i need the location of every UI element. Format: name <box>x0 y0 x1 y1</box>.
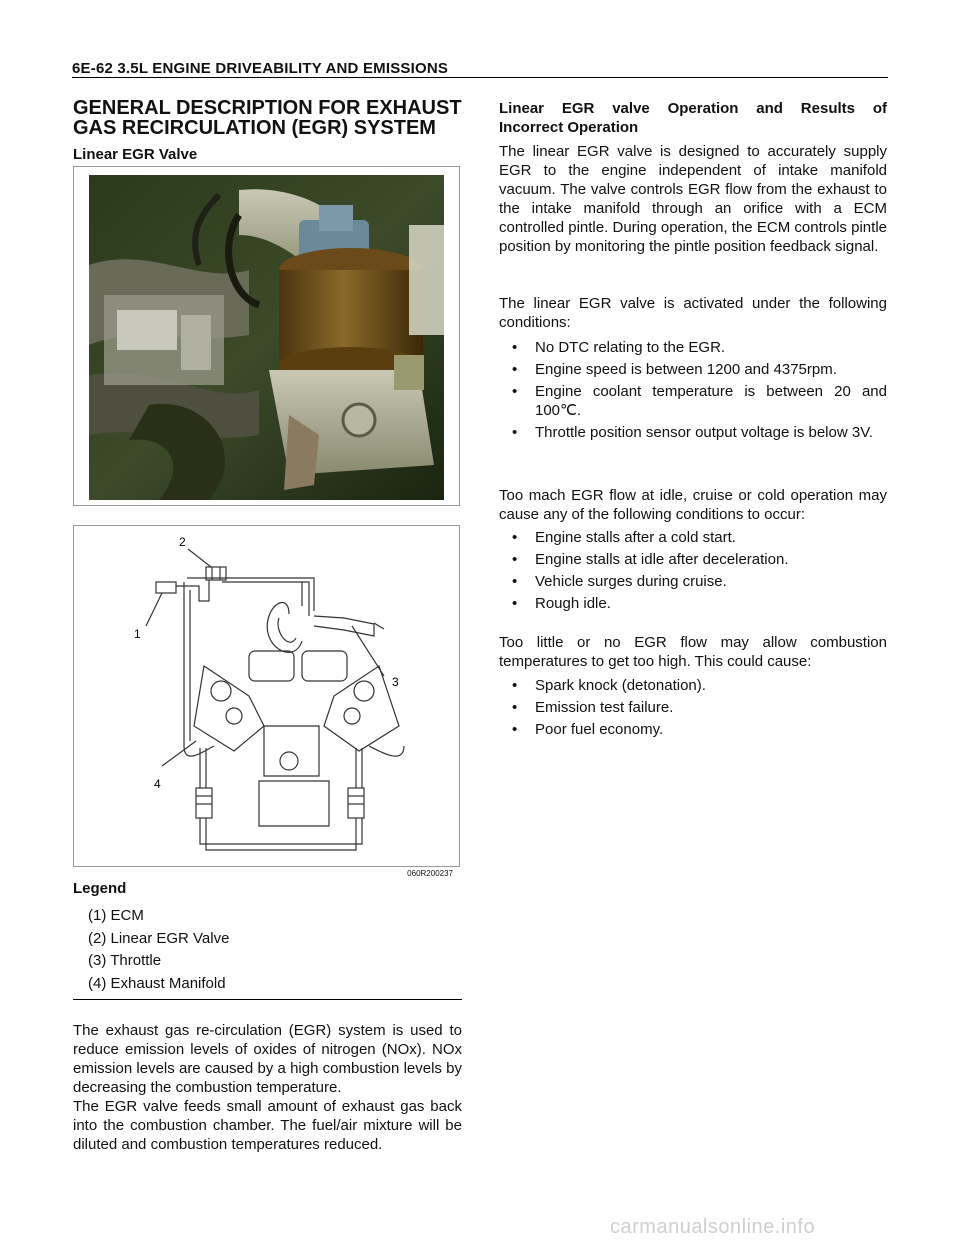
activation-conditions-list <box>512 338 887 445</box>
list-item: • Vehicle surges during cruise. <box>512 572 887 591</box>
legend-divider <box>73 999 462 1000</box>
legend-item: (4) Exhaust Manifold <box>88 974 226 992</box>
too-little-egr-intro: Too little or no EGR flow may allow combustion temperatures to get too high. This could cause: <box>499 634 887 670</box>
ecm-box <box>156 582 176 593</box>
subsection-title: Linear EGR Valve <box>73 146 198 163</box>
list-item: • Poor fuel economy. <box>512 720 887 739</box>
list-item: • Engine stalls after a cold start. <box>512 528 887 547</box>
legend-list <box>88 905 229 995</box>
page-header: 6E-62 3.5L ENGINE DRIVEABILITY AND EMISSIONS <box>72 60 449 77</box>
too-much-egr-intro: Too mach EGR flow at idle, cruise or cold operation may cause any of the following conditions to occur: <box>499 487 887 523</box>
header-rule <box>72 77 888 78</box>
legend-item: (3) Throttle <box>88 952 162 969</box>
callout-3: 3 <box>392 675 399 689</box>
operation-paragraph: The linear EGR valve is designed to accurately supply EGR to the engine independent of intake manifold vacuum. The valve controls EGR flow from the exhaust to the intake manifold through an orifice with a ECM controlled pintle. During operation, the ECM controls pintle position by monitoring the pintle position feedback signal. <box>499 143 887 255</box>
egr-system-diagram <box>73 525 460 878</box>
list-item: • Throttle position sensor output voltage is below 3V. <box>512 423 887 442</box>
callout-4: 4 <box>154 777 161 791</box>
list-item: • Engine coolant temperature is between 20 and 100℃. <box>512 382 887 420</box>
egr-valve-photo-image <box>89 175 444 500</box>
list-item: • Engine stalls at idle after deceleration. <box>512 550 887 569</box>
callout-2: 2 <box>179 535 186 549</box>
legend-item: (2) Linear EGR Valve <box>88 929 230 947</box>
list-item: • No DTC relating to the EGR. <box>512 338 887 357</box>
egr-valve-photo <box>73 166 460 506</box>
egr-purpose-paragraph: The exhaust gas re-circulation (EGR) system is used to reduce emission levels of oxides of nitrogen (NOx). NOx emission levels are caused by a high combustion levels by decreasing the combustion temperature. <box>73 1022 462 1096</box>
figure-id: 060R200237 <box>407 869 453 878</box>
too-little-egr-list <box>512 676 887 742</box>
list-item: • Engine speed is between 1200 and 4375rpm. <box>512 360 887 379</box>
list-item: • Spark knock (detonation). <box>512 676 887 695</box>
operation-heading-line2: Incorrect Operation <box>499 119 639 136</box>
egr-system-diagram-image <box>74 526 461 868</box>
legend-item: (1) ECM <box>88 907 144 924</box>
legend-title: Legend <box>73 880 127 897</box>
activation-intro: The linear EGR valve is activated under the following conditions: <box>499 295 887 331</box>
egr-valve-paragraph: The EGR valve feeds small amount of exhaust gas back into the combustion chamber. The fuel/air mixture will be diluted and combustion temperatures reduced. <box>73 1098 462 1153</box>
callout-1: 1 <box>134 627 141 641</box>
section-title: GENERAL DESCRIPTION FOR EXHAUST GAS RECIRCULATION (EGR) SYSTEM <box>73 97 462 139</box>
list-item: • Rough idle. <box>512 594 887 613</box>
operation-heading-line1: Linear EGR valve Operation and Results of <box>499 100 887 117</box>
too-much-egr-list <box>512 528 887 616</box>
list-item: • Emission test failure. <box>512 698 887 717</box>
watermark-link[interactable]: carmanualsonline.info <box>610 1216 816 1238</box>
